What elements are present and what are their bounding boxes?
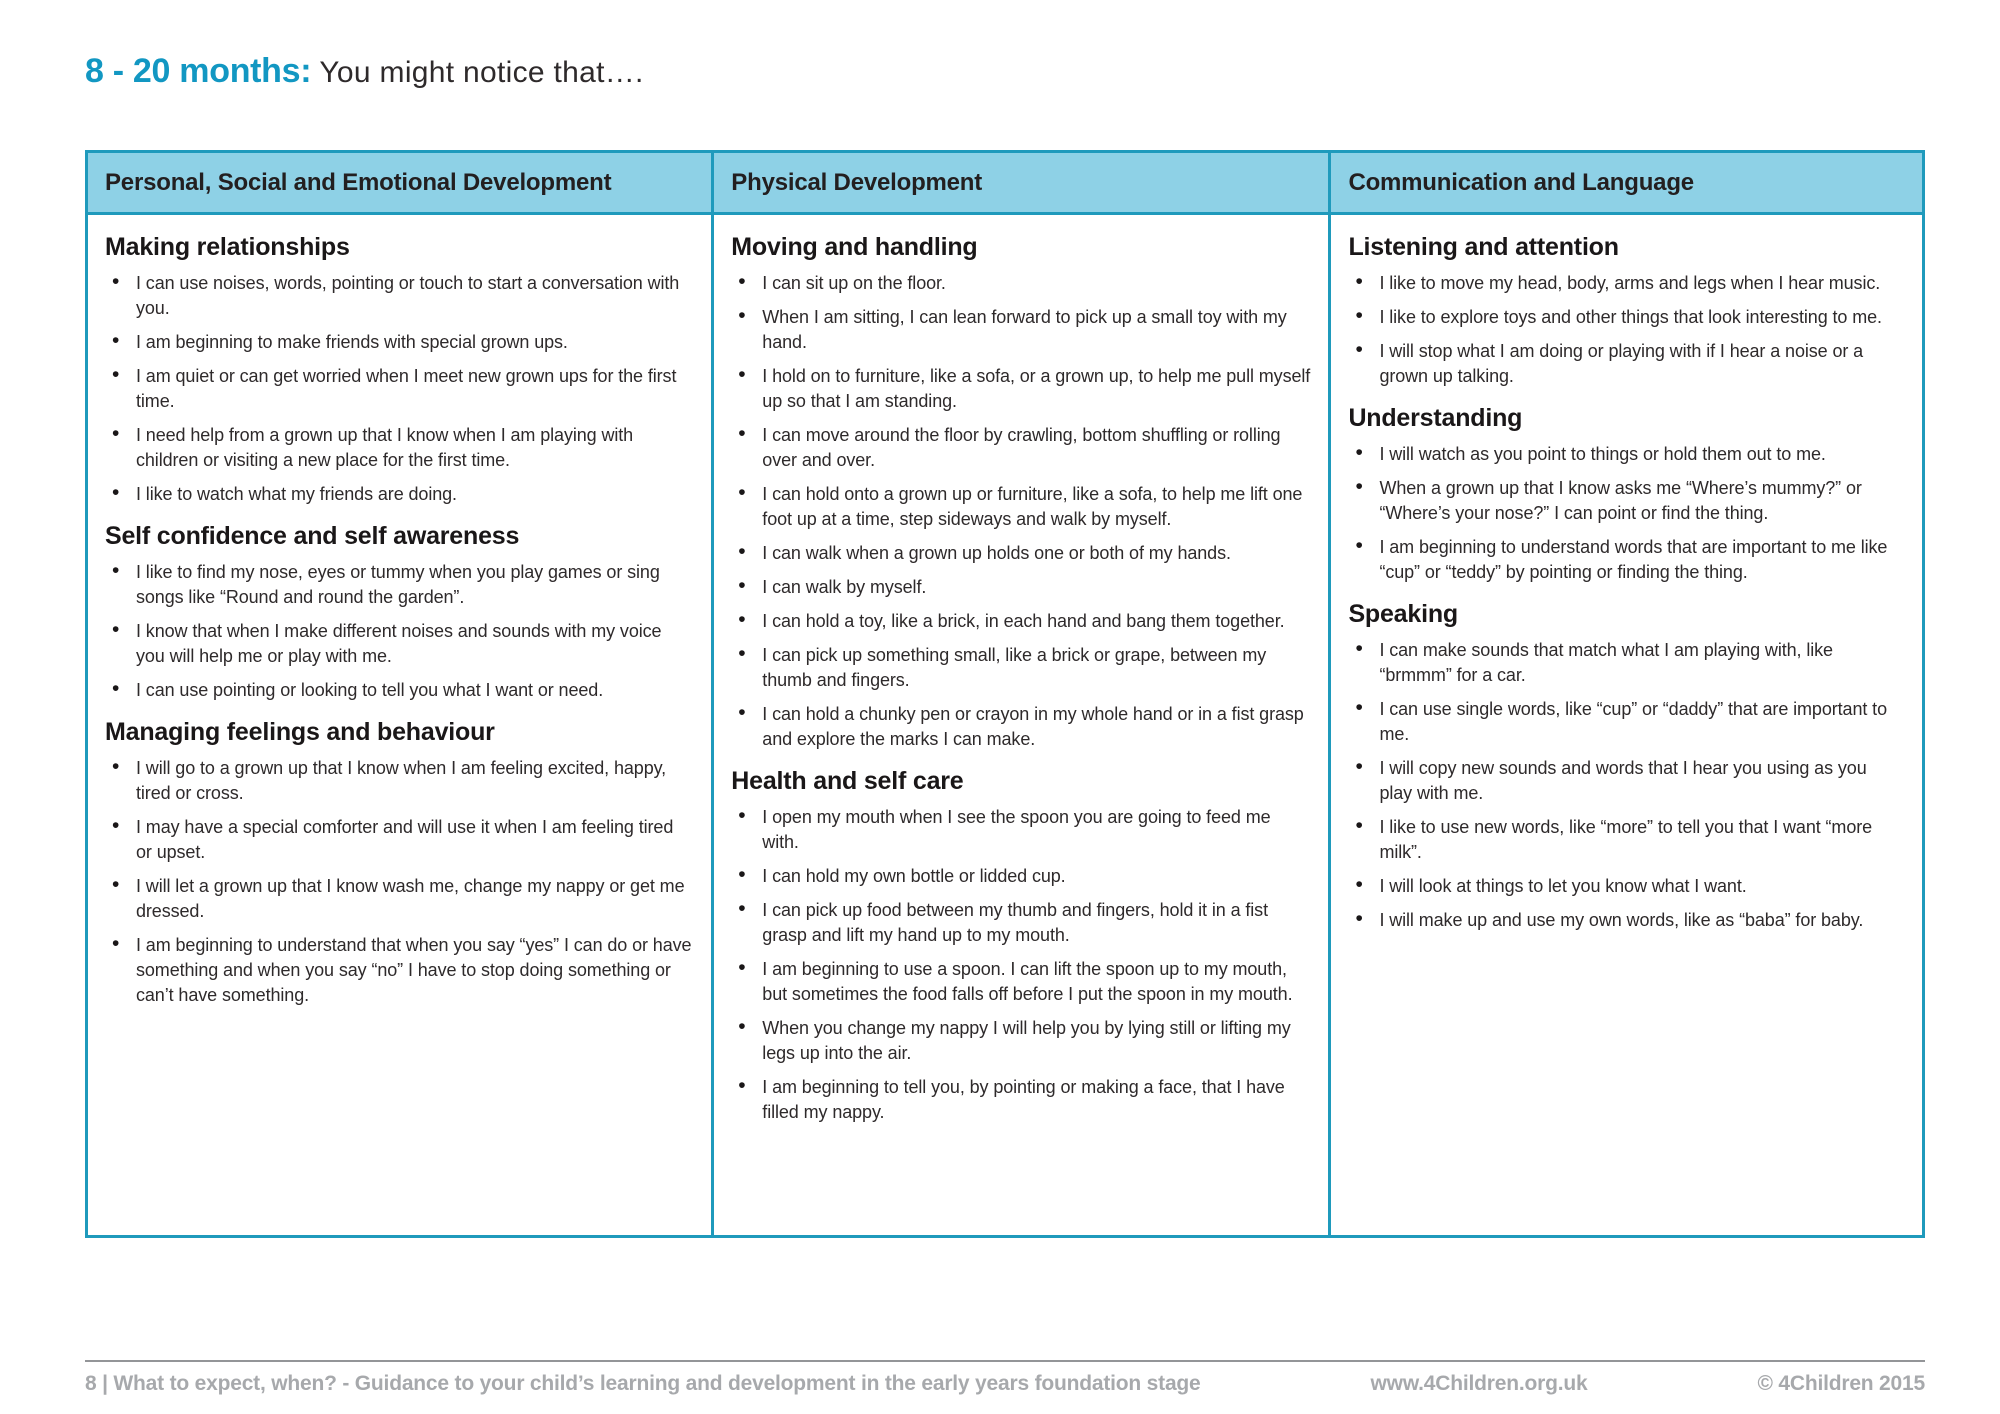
column-header-physical-development: Physical Development (714, 153, 1331, 215)
footer-website-url: www.4Children.org.uk (1370, 1372, 1588, 1395)
bullet-item: • I can pick up something small, like a brick or grape, between my thumb and fingers. (731, 643, 1310, 693)
bullet-item: • I am beginning to understand words that are important to me like “cup” or “teddy” by pointing or finding the thing. (1348, 535, 1904, 585)
bullet-item: • I hold on to furniture, like a sofa, or a grown up, to help me pull myself up so that I am standing. (731, 364, 1310, 414)
bullet-item: • When I am sitting, I can lean forward to pick up a small toy with my hand. (731, 305, 1310, 355)
bullet-item: • I like to move my head, body, arms and legs when I hear music. (1348, 271, 1904, 296)
bullet-item: • I can pick up food between my thumb and fingers, hold it in a fist grasp and lift my hand up to my mouth. (731, 898, 1310, 948)
bullet-item: • I can use noises, words, pointing or touch to start a conversation with you. (105, 271, 693, 321)
bullet-item: • I am beginning to tell you, by pointing or making a face, that I have filled my nappy. (731, 1075, 1310, 1125)
bullet-list (105, 271, 693, 507)
bullet-item: • I open my mouth when I see the spoon you are going to feed me with. (731, 805, 1310, 855)
table-body-row (88, 215, 1922, 1235)
bullet-item: • When a grown up that I know asks me “Where’s mummy?” or “Where’s your nose?” I can point or find the thing. (1348, 476, 1904, 526)
bullet-item: • I like to use new words, like “more” to tell you that I want “more milk”. (1348, 815, 1904, 865)
bullet-item: • I will look at things to let you know what I want. (1348, 874, 1904, 899)
bullet-item: • I am quiet or can get worried when I meet new grown ups for the first time. (105, 364, 693, 414)
bullet-list (731, 805, 1310, 1125)
bullet-item: • When you change my nappy I will help you by lying still or lifting my legs up into the air. (731, 1016, 1310, 1066)
column-body-physical-development (714, 215, 1331, 1235)
column-body-communication-language (1331, 215, 1922, 1235)
column-header-communication-language: Communication and Language (1331, 153, 1922, 215)
bullet-item: • I can hold onto a grown up or furniture, like a sofa, to help me lift one foot up at a time, step sideways and walk by myself. (731, 482, 1310, 532)
column-body-personal-social-emotional (88, 215, 714, 1235)
section-heading: Speaking (1348, 600, 1458, 628)
bullet-item: • I know that when I make different noises and sounds with my voice you will help me or play with me. (105, 619, 693, 669)
bullet-item: • I can use single words, like “cup” or “daddy” that are important to me. (1348, 697, 1904, 747)
bullet-item: • I like to watch what my friends are doing. (105, 482, 693, 507)
bullet-item: • I will watch as you point to things or hold them out to me. (1348, 442, 1904, 467)
bullet-item: • I like to explore toys and other things that look interesting to me. (1348, 305, 1904, 330)
bullet-item: • I will stop what I am doing or playing with if I hear a noise or a grown up talking. (1348, 339, 1904, 389)
table-header-row (88, 153, 1922, 215)
age-range-label: 8 - 20 months: (85, 52, 312, 90)
section-heading: Managing feelings and behaviour (105, 718, 495, 746)
footer-copyright: © 4Children 2015 (1757, 1372, 1925, 1395)
section-heading: Listening and attention (1348, 233, 1619, 261)
page-title (85, 52, 644, 91)
bullet-item: • I will make up and use my own words, like as “baba” for baby. (1348, 908, 1904, 933)
bullet-item: • I can walk when a grown up holds one or both of my hands. (731, 541, 1310, 566)
bullet-item: • I am beginning to understand that when you say “yes” I can do or have something and when you say “no” I have to stop doing something or can’t have something. (105, 933, 693, 1008)
development-table (85, 150, 1925, 1238)
bullet-item: • I can hold my own bottle or lidded cup. (731, 864, 1310, 889)
bullet-item: • I can hold a toy, like a brick, in each hand and bang them together. (731, 609, 1310, 634)
bullet-list (1348, 442, 1904, 585)
section-heading: Understanding (1348, 404, 1523, 432)
bullet-item: • I will copy new sounds and words that I hear you using as you play with me. (1348, 756, 1904, 806)
bullet-item: • I can use pointing or looking to tell you what I want or need. (105, 678, 693, 703)
bullet-item: • I am beginning to make friends with special grown ups. (105, 330, 693, 355)
page-footer (85, 1372, 1925, 1396)
bullet-list (1348, 271, 1904, 389)
bullet-item: • I can hold a chunky pen or crayon in my whole hand or in a fist grasp and explore the marks I can make. (731, 702, 1310, 752)
bullet-item: • I will let a grown up that I know wash me, change my nappy or get me dressed. (105, 874, 693, 924)
bullet-list (105, 560, 693, 703)
footer-document-title: 8 | What to expect, when? - Guidance to your child’s learning and development in the early years foundation stage (85, 1372, 1201, 1395)
bullet-item: • I will go to a grown up that I know when I am feeling excited, happy, tired or cross. (105, 756, 693, 806)
section-heading: Moving and handling (731, 233, 978, 261)
bullet-item: • I may have a special comforter and will use it when I am feeling tired or upset. (105, 815, 693, 865)
section-heading: Self confidence and self awareness (105, 522, 520, 550)
bullet-item: • I need help from a grown up that I know when I am playing with children or visiting a new place for the first time. (105, 423, 693, 473)
bullet-item: • I can sit up on the floor. (731, 271, 1310, 296)
bullet-list (105, 756, 693, 1008)
section-heading: Health and self care (731, 767, 964, 795)
section-heading: Making relationships (105, 233, 350, 261)
bullet-list (1348, 638, 1904, 933)
bullet-item: • I can move around the floor by crawling, bottom shuffling or rolling over and over. (731, 423, 1310, 473)
bullet-item: • I am beginning to use a spoon. I can lift the spoon up to my mouth, but sometimes the food falls off before I put the spoon in my mouth. (731, 957, 1310, 1007)
title-subtext: You might notice that…. (311, 56, 644, 89)
bullet-item: • I can make sounds that match what I am playing with, like “brmmm” for a car. (1348, 638, 1904, 688)
bullet-item: • I like to find my nose, eyes or tummy when you play games or sing songs like “Round and round the garden”. (105, 560, 693, 610)
column-header-personal-social-emotional: Personal, Social and Emotional Development (88, 153, 714, 215)
bullet-list (731, 271, 1310, 752)
bullet-item: • I can walk by myself. (731, 575, 1310, 600)
footer-divider (85, 1360, 1925, 1362)
